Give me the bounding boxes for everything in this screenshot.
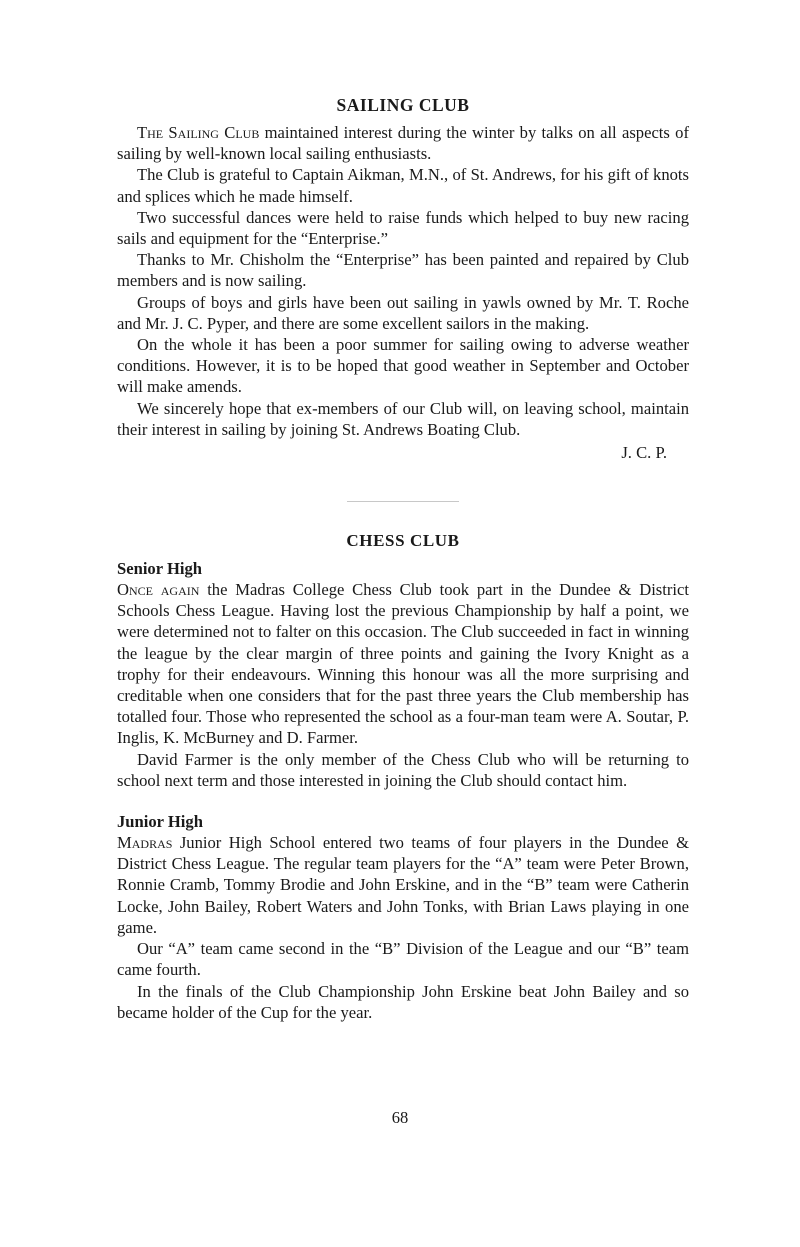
sailing-paragraph-5: Groups of boys and girls have been out sailing in yawls owned by Mr. T. Roche and Mr. J. C. Pyper, and there are some excellent sailors in the making.	[117, 292, 689, 333]
senior-paragraph-1-text: the Madras College Chess Club took part in the Dundee & District Schools Chess League. Having lost the previous Championship by half a point, we were determined not to falter on this occasion. The Club succeeded in fact in winning the league by the clear margin of three points and gaining the Ivory Knight as a trophy for their endeavours. Winning this honour was all the more surprising and creditable when one considers that for the past three years the Club membership has totalled four. Those who represented the school as a four-man team were A. Soutar, P. Inglis, K. McBurney and D. Farmer.	[117, 580, 689, 748]
sailing-paragraph-7: We sincerely hope that ex-members of our Club will, on leaving school, maintain their interest in sailing by joining St. Andrews Boating Club.	[117, 398, 689, 439]
chess-club-section	[117, 530, 689, 1023]
junior-paragraph-1-text: Junior High School entered two teams of four players in the Dundee & District Chess League. The regular team players for the “A” team were Peter Brown, Ronnie Cramb, Tommy Brodie and John Erskine, and in the “B” team were Catherin Locke, John Bailey, Robert Waters and John Tonks, with Brian Laws playing in one game.	[117, 833, 689, 937]
sailing-paragraph-2: The Club is grateful to Captain Aikman, M.N., of St. Andrews, for his gift of knots and splices which he made himself.	[117, 165, 689, 206]
section-divider	[347, 501, 459, 502]
sailing-club-title: SAILING CLUB	[336, 95, 470, 115]
junior-paragraph-3: In the finals of the Club Championship John Erskine beat John Bailey and so became holder of the Cup for the year.	[117, 981, 689, 1022]
sailing-signature: J. C. P.	[621, 443, 667, 463]
senior-lead-smallcaps: Once again	[117, 580, 200, 600]
junior-lead-smallcaps: Madras	[117, 833, 173, 853]
junior-paragraph-1	[117, 832, 689, 938]
chess-club-title: CHESS CLUB	[346, 531, 460, 551]
page-number: 68	[391, 1108, 409, 1127]
sailing-paragraph-1	[117, 122, 689, 164]
sailing-lead-smallcaps: The Sailing Club	[137, 123, 260, 142]
sailing-paragraph-1-text: maintained interest during the winter by talks on all aspects of sailing by well-known local sailing enthusiasts.	[117, 123, 689, 164]
sailing-paragraph-4: Thanks to Mr. Chisholm the “Enterprise” has been painted and repaired by Club members and is now sailing.	[117, 250, 689, 291]
sailing-club-section	[117, 94, 689, 464]
junior-high-heading: Junior High	[117, 812, 203, 832]
junior-paragraph-2: Our “A” team came second in the “B” Division of the League and our “B” team came fourth.	[117, 939, 689, 980]
senior-high-heading: Senior High	[117, 559, 202, 579]
sailing-paragraph-6: On the whole it has been a poor summer for sailing owing to adverse weather conditions. However, it is to be hoped that good weather in September and October will make amends.	[117, 335, 689, 397]
senior-paragraph-2: David Farmer is the only member of the Chess Club who will be returning to school next term and those interested in joining the Club should contact him.	[117, 749, 689, 790]
senior-paragraph-1	[117, 579, 689, 749]
sailing-paragraph-3: Two successful dances were held to raise funds which helped to buy new racing sails and equipment for the “Enterprise.”	[117, 207, 689, 249]
page-content	[117, 94, 689, 1023]
